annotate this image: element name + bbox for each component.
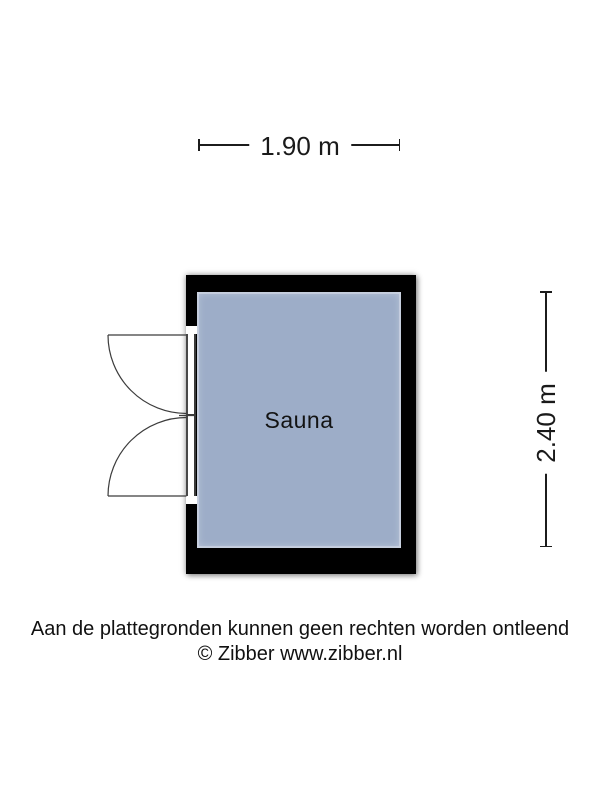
door-swing-arc-top (108, 335, 187, 414)
footer (0, 617, 600, 666)
double-door-swing (100, 325, 200, 505)
width-dimension-label: 1.90 m (249, 131, 351, 161)
footer-credit: © Zibber www.zibber.nl (197, 642, 403, 665)
door-swing-arc-bottom (108, 418, 187, 497)
height-dimension-tick-top (540, 291, 552, 293)
sauna-room-floor (197, 292, 401, 548)
width-dimension-tick-left (198, 139, 200, 151)
width-dimension-tick-right (399, 139, 401, 151)
room-label: Sauna (264, 406, 334, 433)
sauna-room-walls (186, 275, 416, 574)
height-dimension-tick-bottom (540, 546, 552, 548)
footer-disclaimer: Aan de plattegronden kunnen geen rechten worden ontleend (30, 618, 570, 640)
height-dimension-label: 2.40 m (531, 372, 561, 474)
